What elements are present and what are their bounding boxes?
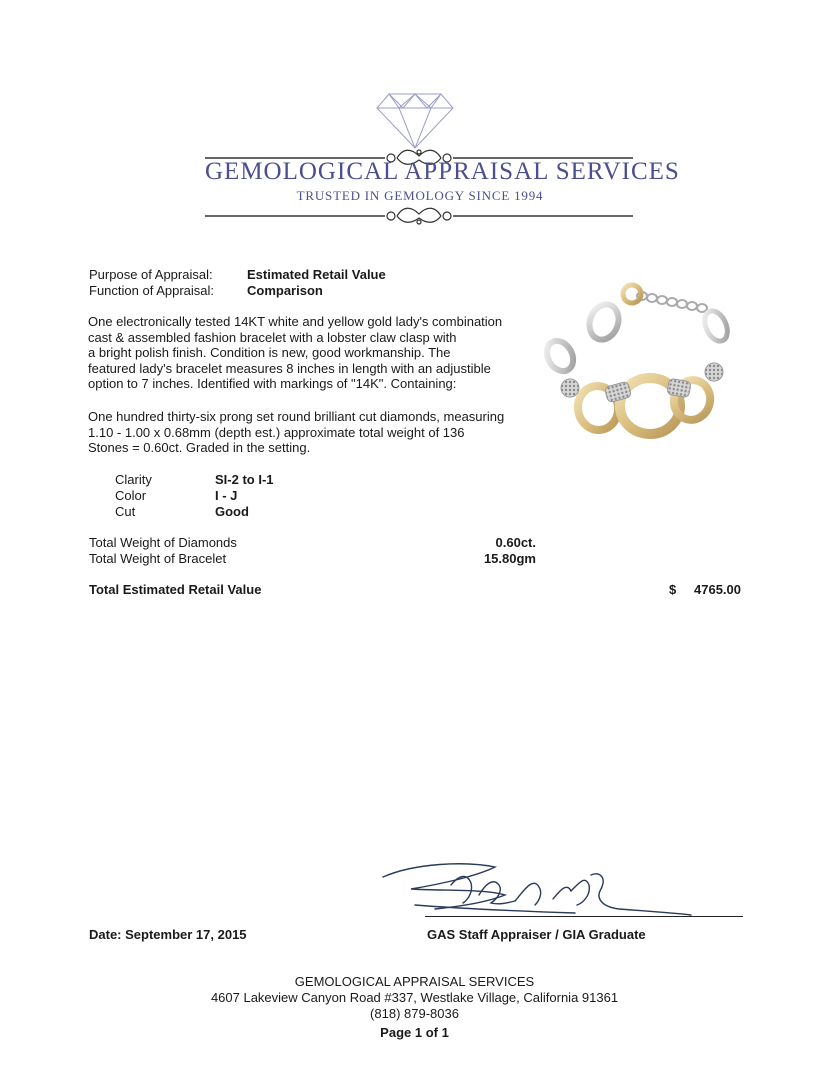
signature-line bbox=[425, 916, 743, 917]
purpose-label: Purpose of Appraisal: bbox=[89, 267, 213, 282]
diamond-line: One hundred thirty-six prong set round brilliant cut diamonds, measuring bbox=[88, 409, 505, 424]
color-label: Color bbox=[115, 488, 147, 503]
page-number: Page 1 of 1 bbox=[380, 1025, 449, 1040]
diamond-weight-value: 0.60ct. bbox=[495, 535, 536, 550]
clarity-label: Clarity bbox=[115, 472, 152, 487]
diamond-description bbox=[88, 409, 528, 456]
color-value: I - J bbox=[215, 488, 238, 503]
total-value-label: Total Estimated Retail Value bbox=[89, 582, 262, 597]
footer-company: GEMOLOGICAL APPRAISAL SERVICES bbox=[294, 974, 535, 989]
footer-address: 4607 Lakeview Canyon Road #337, Westlake Village, California 91361 bbox=[210, 990, 619, 1005]
bracelet-weight-label: Total Weight of Bracelet bbox=[89, 551, 227, 566]
bracelet-weight-value: 15.80gm bbox=[483, 551, 536, 566]
description-line: One electronically tested 14KT white and yellow gold lady's combination bbox=[88, 314, 503, 329]
purpose-value: Estimated Retail Value bbox=[247, 267, 386, 282]
description-line: cast & assembled fashion bracelet with a lobster claw clasp with bbox=[88, 329, 457, 345]
cut-label: Cut bbox=[115, 504, 136, 519]
company-name: GEMOLOGICAL APPRAISAL SERVICES bbox=[205, 158, 680, 185]
header-rule-bottom bbox=[205, 204, 633, 228]
diamond-weight-label: Total Weight of Diamonds bbox=[89, 535, 237, 550]
appraiser-title: GAS Staff Appraiser / GIA Graduate bbox=[427, 927, 646, 942]
total-value: 4765.00 bbox=[694, 582, 741, 597]
diamond-line: Stones = 0.60ct. Graded in the setting. bbox=[88, 440, 311, 456]
diamond-line: 1.10 - 1.00 x 0.68mm (depth est.) approximate total weight of 136 bbox=[88, 424, 465, 440]
function-value: Comparison bbox=[247, 283, 323, 298]
footer-phone: (818) 879-8036 bbox=[370, 1006, 459, 1021]
description-line: featured lady's bracelet measures 8 inches in length with an adjustible bbox=[88, 360, 491, 376]
diamond-logo-icon bbox=[375, 92, 455, 150]
clarity-value: SI-2 to I-1 bbox=[215, 472, 274, 487]
description-line: option to 7 inches. Identified with markings of "14K". Containing: bbox=[88, 376, 457, 392]
appraiser-signature bbox=[375, 855, 705, 925]
item-description bbox=[88, 314, 528, 392]
function-label: Function of Appraisal: bbox=[89, 283, 215, 298]
company-tagline: TRUSTED IN GEMOLOGY SINCE 1994 bbox=[296, 188, 544, 203]
cut-value: Good bbox=[215, 504, 249, 519]
description-line: a bright polish finish. Condition is new, good workmanship. The bbox=[88, 345, 451, 361]
appraisal-date: Date: September 17, 2015 bbox=[89, 927, 247, 942]
currency-symbol: $ bbox=[669, 582, 677, 597]
bracelet-photo bbox=[540, 276, 740, 456]
